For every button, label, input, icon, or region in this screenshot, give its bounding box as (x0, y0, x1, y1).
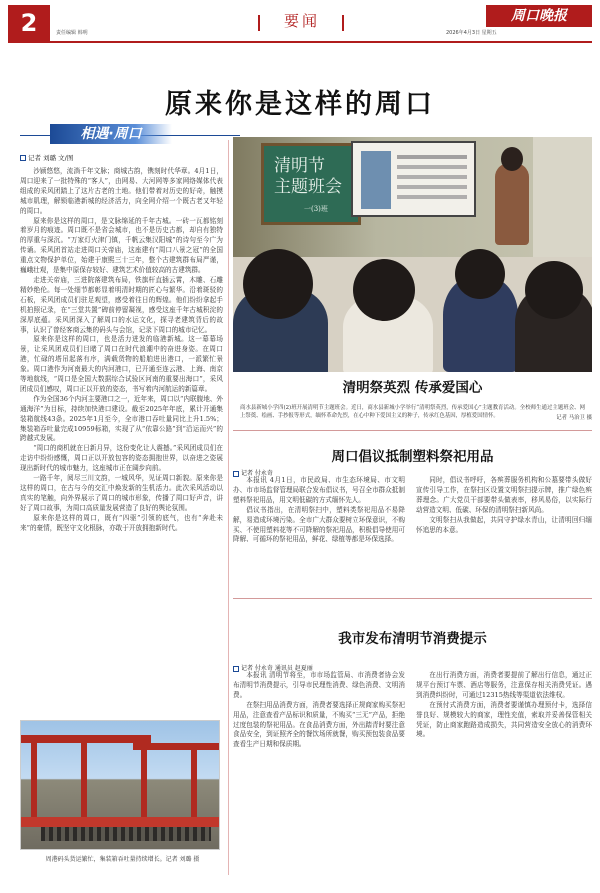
crane-leg (141, 747, 147, 817)
screen-text-lines (397, 155, 467, 159)
classroom-photo-caption: 商水县新城小学四(2)班开展清明节主题班会。近日，商水县新城小学举行“清明祭英烈，传承爱国心”主题教育活动。全校师生通过主题班会、网上祭奠、绘画、手抄报等形式，缅怀革命先烈，在心中种下爱国主义的种子，传承红色基因，厚植爱国情怀。 (240, 405, 585, 419)
classroom-photo-credit: 记者 马治卫 摄 (556, 415, 592, 421)
article3-paragraph: 在出行消费方面，消费者要提前了解出行信息，通过正规平台预订车票、酒店等服务，注意保存相关消费凭证。遇到消费纠纷时，可通过12315热线等渠道依法维权。 (416, 671, 592, 699)
article3-paragraph: 在祭扫用品消费方面，消费者要选择正规商家购买祭祀用品，注意查看产品标识和质量，不购买“三无”产品，拒绝过度包装的祭祀用品。在食品消费方面，外出踏青时要注意食品安全，到证照齐全的餐饮场所就餐，购买预包装食品要查看生产日期和保质期。 (233, 700, 405, 749)
article1-paragraph: 原来你是这样的周口，也是活力迸发的临港新城。这一幕幕场景，让采风团成员们目睹了周口在时代浪潮中的奋进身姿。在周口港，忙碌的塔吊起落有序，满载货物的船舶进出港口，一派繁忙景象。周口港作为河南最大的内河港口，已开通至连云港、上海、南京等地航线，“周口是全国大数据综合试验区河南的重要出海口”，采风团成员们感叹，周口正以开放的姿态，书写着内河航运的新篇章。 (20, 335, 223, 393)
blackboard-line: 主题班会 (274, 177, 342, 197)
article1-body (20, 167, 223, 715)
student-head (525, 261, 583, 319)
masthead (8, 5, 592, 43)
article2-headline: 周口倡议抵制塑料祭祀用品 (331, 449, 494, 465)
port-photo-caption: 周港码头货运繁忙，集装箱吞吐量持续增长。记者 刘璐 摄 (45, 856, 200, 863)
article1-byline-text: 记者 刘璐 文/图 (28, 154, 74, 162)
article3-column-left (233, 671, 405, 750)
article1-paragraph: 走进关帝庙，三进院落建筑布局，铁旗杆直插云霄，木雕、石雕精妙绝伦。每一处细节都彰显着明清时期的匠心与繁华。沿着斑驳的石板，采风团成员们驻足观望，感受着往日的辉煌。他们纷纷拿起手机拍照记录，在“三堂共置”碑前停留凝视，感受这座千年古城积淀的深厚底蕴。采风团深入了解周口的水运文化，探寻老建筑背后的故事，认识了曾经客商云集的码头与会馆，记录下周口的城市记忆。 (20, 275, 223, 334)
article3-paragraph: 本报讯 清明节将至，市市场监管局、市消费者协会发布清明节消费提示，引导市民理性消费、绿色消费、文明消费。 (233, 671, 405, 699)
article1-paragraph: 一路千年，阅尽三川文韵，一城风华，见证周口新貌。原来你是这样的周口，在古与今的交汇中焕发新的生机活力。此次采风活动以真实的笔触，向外界展示了周口的城市形象，传播了周口好声音，讲好了周口故事，为周口高质量发展营造了良好的舆论氛围。 (20, 474, 223, 512)
page-headline: 原来你是这样的周口 (165, 89, 435, 120)
section-rule (233, 430, 592, 431)
article2-paragraph: 倡议书指出，在清明祭扫中，塑料类祭祀用品不易降解，易造成环境污染。全市广大群众要树立环保意识，不购买、不使用塑料花等不可降解的祭祀用品，积极倡导使用可降解、可循环的祭祀用品，鲜花、绿植等都是环保选择。 (233, 505, 405, 544)
blackboard-line: 清明节 (274, 156, 325, 176)
section-rule-left (258, 15, 260, 31)
blackboard-text (274, 156, 342, 198)
article3-headline: 我市发布清明节消费提示 (338, 631, 487, 647)
crane-beam (133, 743, 220, 750)
blackboard-subtext: 一(3)班 (304, 205, 328, 213)
column-banner: 相遇·周口 (50, 124, 172, 144)
teacher-head (501, 147, 523, 171)
crane-beam (21, 735, 151, 743)
classroom-wall-right (533, 137, 592, 257)
section-rule (233, 598, 592, 599)
page-number: 2 (8, 5, 50, 41)
classroom-photo (233, 137, 592, 372)
student-head (353, 259, 415, 321)
editor-line: 责任编辑 韩明 (56, 30, 88, 36)
article2-column-right (416, 476, 592, 535)
article3-column-right (416, 671, 592, 740)
screen-image (361, 151, 391, 209)
byline-marker-icon (20, 155, 26, 161)
teacher-figure (495, 163, 529, 245)
blackboard (261, 143, 361, 225)
article1-paragraph: 作为全国36个内河主要港口之一，近年来，周口以“内联腹地、外通海洋”为目标，持续加快港口建设。截至2025年年底，累计开通集装箱航线43条。2025年1月至今，全市港口吞吐量同比上升1.5%；集装箱吞吐量完成10959标箱，实现了从“依靠公路”到“沿运而兴”的跨越式发展。 (20, 394, 223, 443)
article2-byline-text: 记者 付永奇 (241, 470, 273, 477)
article3-paragraph: 在预付式消费方面，消费者要谨慎办理预付卡，选择信誉良好、规模较大的商家，理性充值，索取并妥善保管相关凭证，防止商家跑路造成损失，共同营造安全放心的消费环境。 (416, 700, 592, 739)
article1-paragraph: 原来你是这样的周口，既有“四驱”引领的底气，也有“奔赴未来”的豪情，既坚守文化根脉，亦敢于开放拥抱新时代。 (20, 513, 223, 532)
article3-byline-text: 记者 付永奇 通讯员 赵夏丽 (241, 665, 313, 672)
container-row (21, 817, 220, 827)
article3-body (233, 671, 592, 861)
date-line: 2026年4月3日 星期五 (446, 30, 497, 36)
people-group (41, 827, 211, 841)
crane-leg (81, 739, 87, 817)
article1-paragraph: 沙颍悠悠，流淌千年文脉；商城古韵，镌刻时代华章。4月1日，周口迎来了一批特殊的“客人”，由网易、大河网等多家网络媒体代表组成的采风团踏上了这片古老的土地。他们带着对历史的好奇，触摸城市肌理，解锁临港新城的经济活力，向全网介绍一个既古老又年轻的周口。 (20, 167, 223, 215)
photo-subheading: 清明祭英烈 传承爱国心 (342, 380, 483, 396)
article2-column-left (233, 476, 405, 545)
port-photo (20, 720, 220, 850)
article2-body (233, 476, 592, 582)
article1-paragraph: “周口的商机就在日新月异，这份变化让人震撼。”采风团成员们在走访中纷纷感慨，周口正以开放包容的姿态拥抱世界，以奋进之姿展现出新时代的城市魅力，这座城市正在阔步向前。 (20, 444, 223, 473)
column-divider (228, 140, 229, 875)
article2-paragraph: 同时，倡议书呼吁，各殡葬服务机构和公墓要带头做好宣传引导工作，在祭扫区设置文明祭扫提示牌，推广绿色殡葬理念。广大党员干部要带头做表率，移风易俗，以实际行动营造文明、低碳、环保的清明祭扫新风尚。 (416, 476, 592, 514)
article1-paragraph: 原来你是这样的周口，是文脉绵延的千年古城。一砖一瓦都铭刻着岁月的痕迹。周口既不是省会城市，也不是历史古都，却自有独特的厚重与深沉。“万家灯火津门镇，千帆云集汉阳城”的诗句至今广为传诵。采风团首站走进周口关帝庙，这座建有“周口八景之冠”的全国重点文物保护单位，始建于康熙三十三年，整个古建筑群布局严谨，巍峨壮观，是集中原保存较好、建筑艺术价值较高的古建筑群。 (20, 216, 223, 275)
section-rule-right (342, 15, 344, 31)
crane-leg (191, 747, 197, 817)
student-head (243, 249, 313, 319)
crane-leg (31, 739, 37, 817)
paper-logo: 周口晚报 (486, 5, 592, 27)
article2-paragraph: 文明祭扫从我做起，共同守护绿水青山，让清明回归缅怀追思的本意。 (416, 515, 592, 534)
section-name: 要闻 (283, 12, 320, 30)
article1-byline (20, 153, 73, 162)
article2-paragraph: 本报讯 4月1日，市民政局、市生态环境局、市文明办、市市场监督管理局联合发布倡议书，号召全市群众抵制塑料祭祀用品，用文明低碳的方式缅怀先人。 (233, 476, 405, 504)
student-head (455, 249, 505, 299)
projection-screen (351, 141, 476, 217)
